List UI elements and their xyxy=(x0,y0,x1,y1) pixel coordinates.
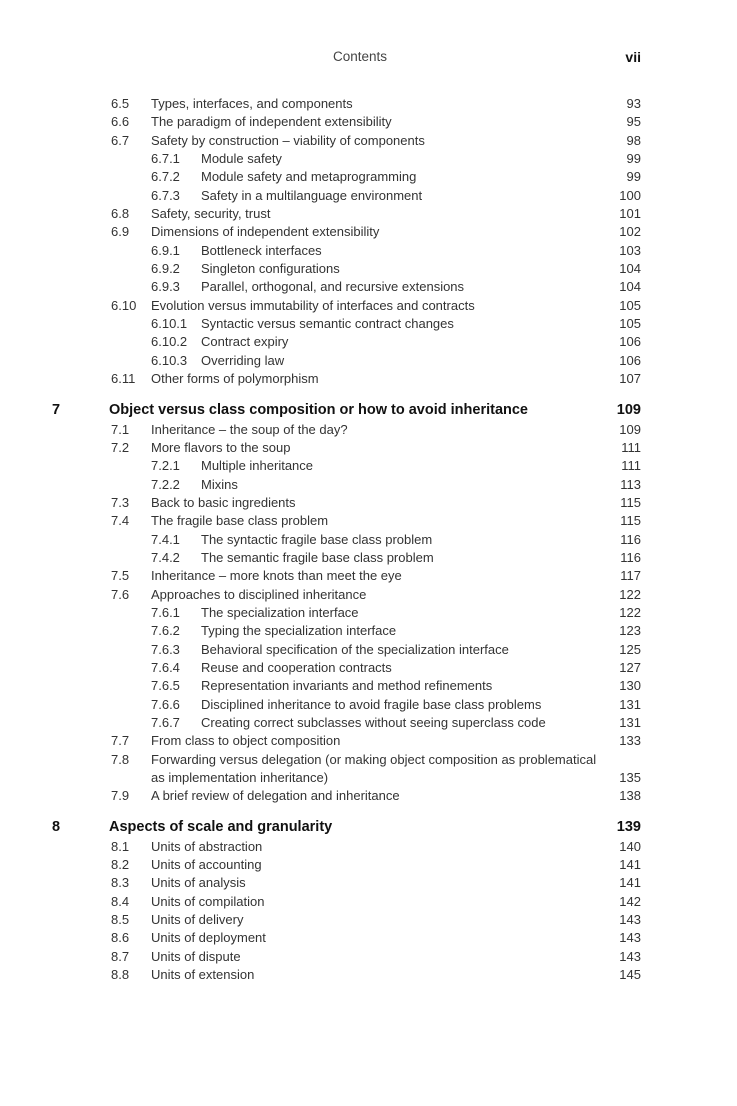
entry-number: 7.6.7 xyxy=(151,715,180,730)
toc-entry-section xyxy=(0,732,737,750)
toc-entry-section xyxy=(0,911,737,929)
entry-number: 6.9.3 xyxy=(151,279,180,295)
entry-number: 7.4 xyxy=(111,513,130,529)
entry-page-number: 107 xyxy=(619,371,641,387)
toc-entry-section xyxy=(0,874,737,892)
toc-entry-subsection xyxy=(0,352,737,370)
toc-entry-section xyxy=(0,95,737,113)
entry-title: Units of delivery xyxy=(151,912,244,928)
toc-entry-subsection xyxy=(0,622,737,640)
entry-number: 8.6 xyxy=(111,930,130,946)
toc-entry-section xyxy=(0,567,737,585)
entry-number: 7.9 xyxy=(111,788,130,804)
entry-number: 6.6 xyxy=(111,114,130,130)
entry-title: Units of extension xyxy=(151,967,255,983)
entry-page-number: 140 xyxy=(619,838,641,854)
entry-number: 7.6.4 xyxy=(151,659,180,675)
entry-number: 7.7 xyxy=(111,733,130,749)
entry-page-number: 142 xyxy=(619,893,641,909)
toc-entry-subsection xyxy=(0,150,737,168)
entry-title: Units of accounting xyxy=(151,857,262,873)
entry-title: The fragile base class problem xyxy=(151,513,329,529)
entry-number: 7.6.3 xyxy=(151,641,180,657)
entry-number: 7.2.1 xyxy=(151,458,180,474)
entry-page-number: 143 xyxy=(619,912,641,928)
entry-page-number: 95 xyxy=(626,114,641,130)
entry-page-number: 143 xyxy=(619,930,641,946)
toc-entry-section xyxy=(0,132,737,150)
toc-entry-subsection xyxy=(0,604,737,622)
toc-entry-subsection xyxy=(0,260,737,278)
toc-entry-subsection xyxy=(0,531,737,549)
toc-entry-section xyxy=(0,948,737,966)
entry-title: Mixins xyxy=(201,476,238,492)
entry-title: Representation invariants and method refinements xyxy=(201,678,493,694)
toc-entry-subsection xyxy=(0,696,737,714)
entry-title: Parallel, orthogonal, and recursive extensions xyxy=(201,279,465,295)
toc-entry-section xyxy=(0,113,737,131)
toc-entry-subsection xyxy=(0,187,737,205)
entry-title: Inheritance – the soup of the day? xyxy=(151,421,348,437)
entry-page-number: 141 xyxy=(619,875,641,891)
table-of-contents xyxy=(0,95,737,984)
entry-title: Units of abstraction xyxy=(151,838,263,854)
toc-entry-section xyxy=(0,787,737,805)
entry-page-number: 103 xyxy=(619,242,641,258)
toc-entry-section xyxy=(0,421,737,439)
toc-entry-subsection xyxy=(0,333,737,351)
entry-title: The specialization interface xyxy=(201,604,359,620)
entry-title: Object versus class composition or how to avoid inheritance xyxy=(109,401,528,418)
toc-entry-section xyxy=(0,838,737,856)
entry-title: Units of analysis xyxy=(151,875,246,891)
toc-entry-section xyxy=(0,893,737,911)
entry-title: Behavioral specification of the specialization interface xyxy=(201,641,509,657)
entry-page-number: 104 xyxy=(619,261,641,277)
entry-page-number: 125 xyxy=(619,641,641,657)
entry-title: Singleton configurations xyxy=(201,261,340,277)
entry-number: 8.5 xyxy=(111,912,130,928)
entry-title: as implementation inheritance) xyxy=(151,770,329,786)
entry-page-number: 105 xyxy=(619,297,641,313)
entry-number: 7.3 xyxy=(111,494,130,510)
entry-page-number: 131 xyxy=(619,715,641,730)
entry-number: 6.10 xyxy=(111,297,137,313)
entry-title: Safety in a multilanguage environment xyxy=(201,187,423,203)
entry-title: Module safety xyxy=(201,151,282,167)
entry-number: 6.10.2 xyxy=(151,334,188,350)
entry-number: 6.7.3 xyxy=(151,187,180,203)
entry-title: Disciplined inheritance to avoid fragile base class problems xyxy=(201,696,542,712)
toc-entry-subsection xyxy=(0,457,737,475)
entry-number: 6.5 xyxy=(111,96,130,111)
entry-number: 7.5 xyxy=(111,568,130,584)
entry-number: 6.9.1 xyxy=(151,242,180,258)
entry-page-number: 130 xyxy=(619,678,641,694)
entry-page-number: 101 xyxy=(619,206,641,222)
toc-entry-section xyxy=(0,439,737,457)
entry-number: 8.4 xyxy=(111,893,130,909)
entry-page-number: 105 xyxy=(619,316,641,332)
entry-title: Multiple inheritance xyxy=(201,458,314,474)
entry-title: Inheritance – more knots than meet the eye xyxy=(151,568,402,584)
entry-title: Approaches to disciplined inheritance xyxy=(151,586,367,602)
entry-page-number: 127 xyxy=(619,659,641,675)
toc-entry-subsection xyxy=(0,315,737,333)
entry-page-number: 116 xyxy=(620,531,641,547)
header-title: Contents xyxy=(333,49,388,64)
toc-entry-subsection xyxy=(0,677,737,695)
entry-page-number: 143 xyxy=(619,948,641,964)
toc-entry-section xyxy=(0,370,737,388)
entry-number: 7.4.2 xyxy=(151,549,180,565)
entry-number: 6.7.1 xyxy=(151,151,180,167)
entry-number: 7.8 xyxy=(111,751,130,767)
entry-title: Units of dispute xyxy=(151,948,241,964)
toc-entry-chapter xyxy=(0,816,737,838)
entry-page-number: 99 xyxy=(626,151,641,167)
entry-title: Units of compilation xyxy=(151,893,265,909)
entry-number: 8 xyxy=(52,818,61,835)
entry-number: 7 xyxy=(52,401,61,418)
entry-title: Other forms of polymorphism xyxy=(151,371,319,387)
entry-number: 6.7.2 xyxy=(151,169,180,185)
entry-page-number: 111 xyxy=(621,458,641,474)
entry-page-number: 113 xyxy=(620,476,641,492)
entry-page-number: 104 xyxy=(619,279,641,295)
entry-title: Module safety and metaprogramming xyxy=(201,169,417,185)
entry-page-number: 111 xyxy=(621,439,641,455)
running-header xyxy=(0,49,737,69)
entry-title: The syntactic fragile base class problem xyxy=(201,531,433,547)
entry-page-number: 135 xyxy=(619,770,641,786)
entry-page-number: 115 xyxy=(620,513,641,529)
toc-entry-subsection xyxy=(0,659,737,677)
entry-number: 6.8 xyxy=(111,206,130,222)
entry-number: 7.2.2 xyxy=(151,476,180,492)
toc-entry-section xyxy=(0,929,737,947)
entry-page-number: 100 xyxy=(619,187,641,203)
entry-title: More flavors to the soup xyxy=(151,439,291,455)
entry-title: Typing the specialization interface xyxy=(201,623,397,639)
entry-page-number: 117 xyxy=(620,568,641,584)
entry-title: Aspects of scale and granularity xyxy=(109,818,333,835)
toc-entry-section xyxy=(0,751,737,769)
entry-page-number: 98 xyxy=(626,132,641,148)
toc-entry-section xyxy=(0,586,737,604)
entry-number: 6.11 xyxy=(111,371,136,387)
entry-number: 7.4.1 xyxy=(151,531,180,547)
entry-page-number: 106 xyxy=(619,352,641,368)
toc-entry-subsection xyxy=(0,278,737,296)
entry-title: Reuse and cooperation contracts xyxy=(201,659,392,675)
entry-number: 7.6.2 xyxy=(151,623,180,639)
toc-entry-subsection xyxy=(0,714,737,732)
header-page-number: vii xyxy=(625,49,641,65)
entry-title: Contract expiry xyxy=(201,334,289,350)
entry-title: Evolution versus immutability of interfaces and contracts xyxy=(151,297,475,313)
toc-entry-subsection xyxy=(0,476,737,494)
entry-page-number: 141 xyxy=(619,857,641,873)
entry-page-number: 123 xyxy=(619,623,641,639)
toc-entry-cont xyxy=(0,769,737,787)
entry-page-number: 116 xyxy=(620,549,641,565)
toc-entry-subsection xyxy=(0,641,737,659)
toc-entry-section xyxy=(0,966,737,984)
toc-entry-subsection xyxy=(0,168,737,186)
entry-title: The semantic fragile base class problem xyxy=(201,549,434,565)
entry-page-number: 133 xyxy=(619,733,641,749)
entry-title: Units of deployment xyxy=(151,930,266,946)
toc-entry-section xyxy=(0,297,737,315)
entry-title: Back to basic ingredients xyxy=(151,494,296,510)
entry-page-number: 109 xyxy=(619,421,641,437)
entry-title: Safety, security, trust xyxy=(151,206,271,222)
entry-number: 8.8 xyxy=(111,967,130,983)
entry-number: 6.9.2 xyxy=(151,261,180,277)
entry-title: Safety by construction – viability of components xyxy=(151,132,425,148)
toc-entry-section xyxy=(0,494,737,512)
entry-number: 8.2 xyxy=(111,857,130,873)
entry-number: 8.7 xyxy=(111,948,130,964)
toc-entry-section xyxy=(0,512,737,530)
entry-page-number: 138 xyxy=(619,788,641,804)
entry-page-number: 139 xyxy=(616,818,641,835)
entry-title: A brief review of delegation and inheritance xyxy=(151,788,400,804)
entry-title: Dimensions of independent extensibility xyxy=(151,224,380,240)
entry-title: Bottleneck interfaces xyxy=(201,242,322,258)
toc-entry-chapter xyxy=(0,399,737,421)
entry-number: 6.10.3 xyxy=(151,352,188,368)
entry-page-number: 102 xyxy=(619,224,641,240)
entry-title: Creating correct subclasses without seeing superclass code xyxy=(201,715,546,730)
entry-number: 8.3 xyxy=(111,875,130,891)
entry-number: 7.6.1 xyxy=(151,604,180,620)
entry-page-number: 115 xyxy=(620,494,641,510)
toc-entry-section xyxy=(0,856,737,874)
entry-page-number: 122 xyxy=(619,586,641,602)
entry-page-number: 106 xyxy=(619,334,641,350)
toc-entry-subsection xyxy=(0,549,737,567)
entry-title: Overriding law xyxy=(201,352,285,368)
entry-number: 7.6 xyxy=(111,586,130,602)
entry-title: From class to object composition xyxy=(151,733,341,749)
entry-number: 6.9 xyxy=(111,224,130,240)
entry-number: 6.7 xyxy=(111,132,130,148)
entry-title: Types, interfaces, and components xyxy=(151,96,353,111)
entry-page-number: 93 xyxy=(626,96,641,111)
entry-number: 6.10.1 xyxy=(151,316,188,332)
toc-entry-section xyxy=(0,205,737,223)
toc-entry-section xyxy=(0,223,737,241)
entry-page-number: 99 xyxy=(626,169,641,185)
entry-title: The paradigm of independent extensibility xyxy=(151,114,392,130)
entry-number: 7.1 xyxy=(111,421,130,437)
entry-number: 7.2 xyxy=(111,439,130,455)
entry-page-number: 122 xyxy=(619,604,641,620)
entry-page-number: 131 xyxy=(619,696,641,712)
entry-title: Syntactic versus semantic contract changes xyxy=(201,316,454,332)
entry-number: 8.1 xyxy=(111,838,130,854)
toc-entry-subsection xyxy=(0,242,737,260)
entry-page-number: 109 xyxy=(616,401,641,418)
entry-number: 7.6.6 xyxy=(151,696,180,712)
entry-page-number: 145 xyxy=(619,967,641,983)
entry-number: 7.6.5 xyxy=(151,678,180,694)
entry-title: Forwarding versus delegation (or making object composition as problematical xyxy=(151,751,597,767)
